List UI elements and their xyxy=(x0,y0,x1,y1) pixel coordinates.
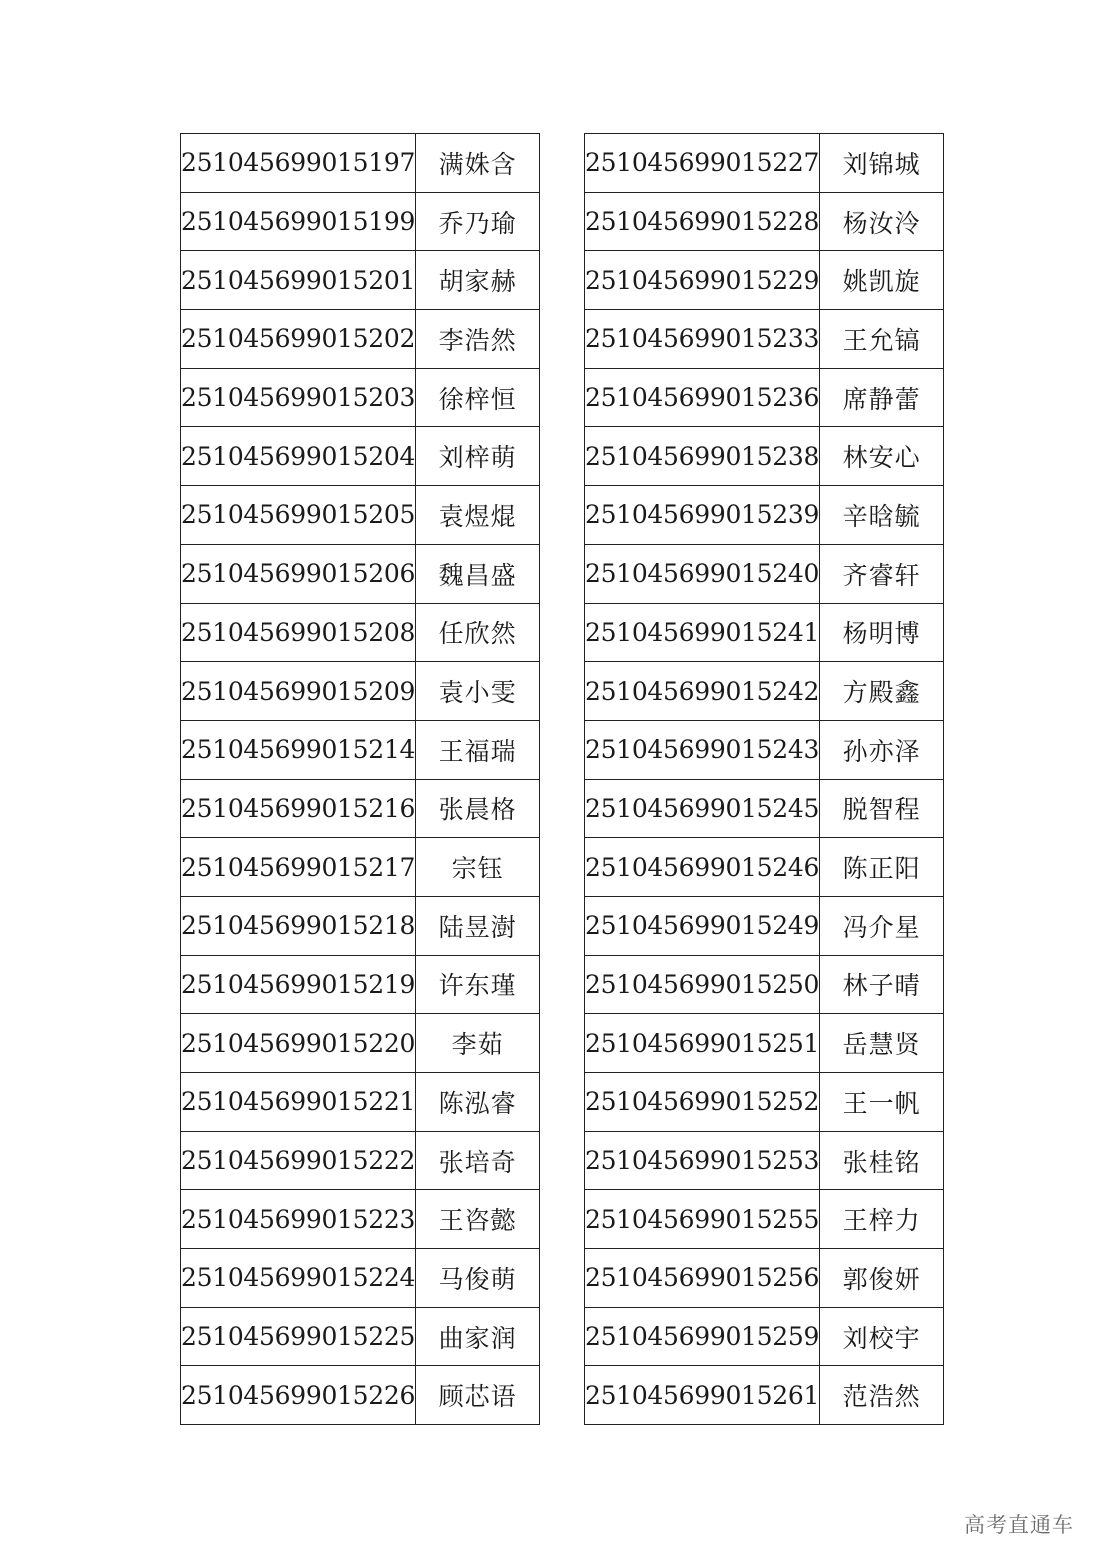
student-name-cell: 李茹 xyxy=(416,1014,540,1073)
student-id-cell: 251045699015256 xyxy=(585,1249,820,1308)
table-row xyxy=(585,310,944,369)
student-id-cell: 251045699015221 xyxy=(181,1073,416,1132)
table-row xyxy=(181,1307,540,1366)
table-row xyxy=(585,1366,944,1425)
table-row xyxy=(585,1014,944,1073)
student-id-cell: 251045699015214 xyxy=(181,720,416,779)
table-row xyxy=(181,896,540,955)
student-name-cell: 张桂铭 xyxy=(820,1131,944,1190)
student-name-cell: 曲家润 xyxy=(416,1307,540,1366)
student-id-cell: 251045699015239 xyxy=(585,486,820,545)
watermark-text: 高考直通车 xyxy=(964,1513,1074,1537)
table-row xyxy=(585,896,944,955)
student-name-cell: 杨明博 xyxy=(820,603,944,662)
student-name-cell: 王福瑞 xyxy=(416,720,540,779)
student-id-cell: 251045699015228 xyxy=(585,192,820,251)
student-id-cell: 251045699015216 xyxy=(181,779,416,838)
student-name-cell: 乔乃瑜 xyxy=(416,192,540,251)
table-row xyxy=(585,1249,944,1308)
student-id-cell: 251045699015203 xyxy=(181,368,416,427)
student-name-cell: 王咨懿 xyxy=(416,1190,540,1249)
table-row xyxy=(181,1131,540,1190)
table-row xyxy=(181,1014,540,1073)
student-id-cell: 251045699015217 xyxy=(181,838,416,897)
table-row xyxy=(585,192,944,251)
student-name-cell: 王一帆 xyxy=(820,1073,944,1132)
table-row xyxy=(181,1366,540,1425)
table-row xyxy=(181,838,540,897)
table-row xyxy=(181,427,540,486)
student-name-cell: 顾芯语 xyxy=(416,1366,540,1425)
table-row xyxy=(585,251,944,310)
student-id-cell: 251045699015208 xyxy=(181,603,416,662)
student-name-cell: 胡家赫 xyxy=(416,251,540,310)
student-id-cell: 251045699015240 xyxy=(585,544,820,603)
student-id-cell: 251045699015261 xyxy=(585,1366,820,1425)
student-id-cell: 251045699015199 xyxy=(181,192,416,251)
student-id-cell: 251045699015236 xyxy=(585,368,820,427)
table-row xyxy=(181,1249,540,1308)
table-row xyxy=(181,603,540,662)
left-roster-table xyxy=(180,133,540,1425)
student-id-cell: 251045699015209 xyxy=(181,662,416,721)
student-id-cell: 251045699015249 xyxy=(585,896,820,955)
student-name-cell: 刘梓萌 xyxy=(416,427,540,486)
table-row xyxy=(585,1131,944,1190)
student-name-cell: 满姝含 xyxy=(416,134,540,193)
table-row xyxy=(585,368,944,427)
student-name-cell: 范浩然 xyxy=(820,1366,944,1425)
table-row xyxy=(585,134,944,193)
table-row xyxy=(181,662,540,721)
student-name-cell: 席静蕾 xyxy=(820,368,944,427)
table-row xyxy=(181,368,540,427)
student-name-cell: 魏昌盛 xyxy=(416,544,540,603)
student-id-cell: 251045699015233 xyxy=(585,310,820,369)
student-name-cell: 孙亦泽 xyxy=(820,720,944,779)
student-name-cell: 任欣然 xyxy=(416,603,540,662)
student-id-cell: 251045699015251 xyxy=(585,1014,820,1073)
student-id-cell: 251045699015229 xyxy=(585,251,820,310)
table-row xyxy=(585,603,944,662)
table-row xyxy=(585,1073,944,1132)
table-row xyxy=(181,1073,540,1132)
student-name-cell: 脱智程 xyxy=(820,779,944,838)
student-id-cell: 251045699015218 xyxy=(181,896,416,955)
student-name-cell: 岳慧贤 xyxy=(820,1014,944,1073)
table-row xyxy=(181,134,540,193)
student-id-cell: 251045699015242 xyxy=(585,662,820,721)
student-name-cell: 齐睿轩 xyxy=(820,544,944,603)
student-id-cell: 251045699015205 xyxy=(181,486,416,545)
student-id-cell: 251045699015223 xyxy=(181,1190,416,1249)
table-row xyxy=(585,955,944,1014)
student-name-cell: 杨汝泠 xyxy=(820,192,944,251)
student-id-cell: 251045699015243 xyxy=(585,720,820,779)
student-name-cell: 陈正阳 xyxy=(820,838,944,897)
student-name-cell: 方殿鑫 xyxy=(820,662,944,721)
student-name-cell: 陈泓睿 xyxy=(416,1073,540,1132)
student-name-cell: 郭俊妍 xyxy=(820,1249,944,1308)
table-row xyxy=(585,544,944,603)
table-row xyxy=(181,720,540,779)
table-row xyxy=(181,544,540,603)
student-name-cell: 袁小雯 xyxy=(416,662,540,721)
right-roster-table xyxy=(584,133,944,1425)
table-row xyxy=(181,192,540,251)
table-row xyxy=(585,1190,944,1249)
table-row xyxy=(585,662,944,721)
student-name-cell: 姚凯旋 xyxy=(820,251,944,310)
student-name-cell: 刘校宇 xyxy=(820,1307,944,1366)
student-id-cell: 251045699015219 xyxy=(181,955,416,1014)
student-id-cell: 251045699015226 xyxy=(181,1366,416,1425)
table-row xyxy=(585,427,944,486)
student-name-cell: 李浩然 xyxy=(416,310,540,369)
student-id-cell: 251045699015253 xyxy=(585,1131,820,1190)
student-name-cell: 张晨格 xyxy=(416,779,540,838)
student-name-cell: 刘锦城 xyxy=(820,134,944,193)
student-name-cell: 袁煜焜 xyxy=(416,486,540,545)
student-id-cell: 251045699015225 xyxy=(181,1307,416,1366)
student-name-cell: 王梓力 xyxy=(820,1190,944,1249)
student-id-cell: 251045699015259 xyxy=(585,1307,820,1366)
student-name-cell: 林子晴 xyxy=(820,955,944,1014)
student-id-cell: 251045699015220 xyxy=(181,1014,416,1073)
table-row xyxy=(181,251,540,310)
table-row xyxy=(585,1307,944,1366)
student-id-cell: 251045699015238 xyxy=(585,427,820,486)
student-id-cell: 251045699015241 xyxy=(585,603,820,662)
table-row xyxy=(181,779,540,838)
student-id-cell: 251045699015250 xyxy=(585,955,820,1014)
student-id-cell: 251045699015245 xyxy=(585,779,820,838)
table-row xyxy=(585,720,944,779)
student-name-cell: 冯介星 xyxy=(820,896,944,955)
student-name-cell: 张培奇 xyxy=(416,1131,540,1190)
student-name-cell: 陆昱澍 xyxy=(416,896,540,955)
student-id-cell: 251045699015204 xyxy=(181,427,416,486)
student-id-cell: 251045699015202 xyxy=(181,310,416,369)
table-row xyxy=(181,955,540,1014)
table-row xyxy=(585,779,944,838)
table-row xyxy=(585,486,944,545)
student-id-cell: 251045699015206 xyxy=(181,544,416,603)
student-name-cell: 徐梓恒 xyxy=(416,368,540,427)
student-id-cell: 251045699015201 xyxy=(181,251,416,310)
table-row xyxy=(585,838,944,897)
student-id-cell: 251045699015197 xyxy=(181,134,416,193)
student-name-cell: 马俊萌 xyxy=(416,1249,540,1308)
student-name-cell: 王允镐 xyxy=(820,310,944,369)
student-id-cell: 251045699015252 xyxy=(585,1073,820,1132)
student-id-cell: 251045699015246 xyxy=(585,838,820,897)
student-id-cell: 251045699015227 xyxy=(585,134,820,193)
table-row xyxy=(181,1190,540,1249)
student-name-cell: 宗钰 xyxy=(416,838,540,897)
student-id-cell: 251045699015222 xyxy=(181,1131,416,1190)
student-name-cell: 许东瑾 xyxy=(416,955,540,1014)
student-id-cell: 251045699015255 xyxy=(585,1190,820,1249)
table-row xyxy=(181,486,540,545)
student-name-cell: 辛晗毓 xyxy=(820,486,944,545)
table-row xyxy=(181,310,540,369)
student-id-cell: 251045699015224 xyxy=(181,1249,416,1308)
student-name-cell: 林安心 xyxy=(820,427,944,486)
